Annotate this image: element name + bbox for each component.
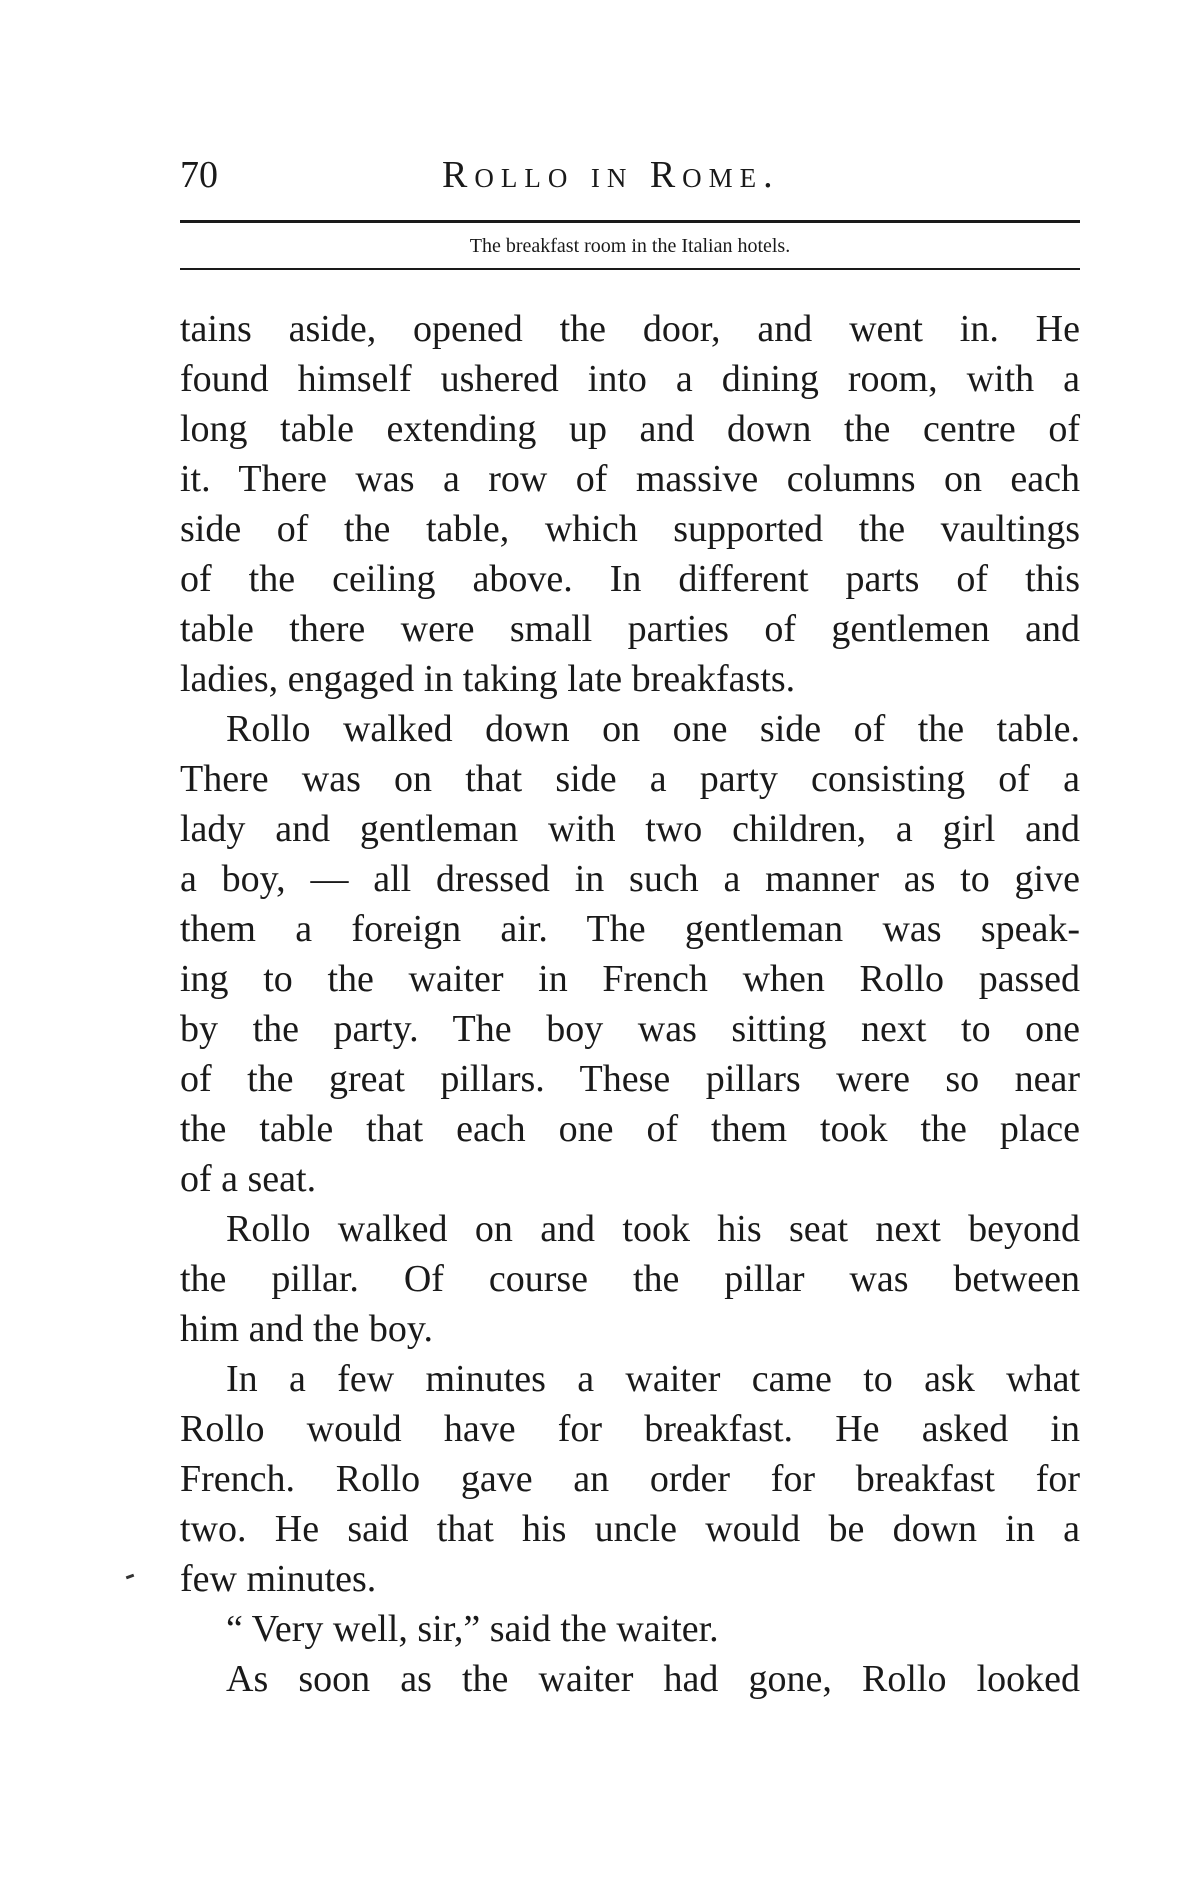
text-line: by the party. The boy was sitting next to one [180,1008,1080,1050]
text-line: In a few minutes a waiter came to ask what [226,1358,1080,1400]
header-rule-bottom [180,268,1080,270]
body-text [180,304,1080,1704]
text-line: Rollo would have for breakfast. He asked in [180,1408,1080,1450]
text-line: lady and gentleman with two children, a girl and [180,808,1080,850]
page-header [180,150,1080,210]
text-line: French. Rollo gave an order for breakfast for [180,1458,1080,1500]
text-line: them a foreign air. The gentleman was speak- [180,908,1080,950]
stray-ink-mark [126,1574,135,1580]
text-line: side of the table, which supported the vaultings [180,508,1080,550]
text-line: table there were small parties of gentlemen and [180,608,1080,650]
text-line: him and the boy. [180,1308,433,1350]
text-line: of the great pillars. These pillars were so near [180,1058,1080,1100]
text-line: long table extending up and down the centre of [180,408,1080,450]
text-line: Rollo walked down on one side of the table. [226,708,1080,750]
text-line: tains aside, opened the door, and went in. He [180,308,1080,350]
text-line: Rollo walked on and took his seat next beyond [226,1208,1080,1250]
text-line: As soon as the waiter had gone, Rollo looked [226,1658,1080,1700]
text-line: a boy, — all dressed in such a manner as to give [180,858,1080,900]
text-line: ladies, engaged in taking late breakfasts. [180,658,796,700]
text-line: two. He said that his uncle would be down in a [180,1508,1080,1550]
text-line: of the ceiling above. In different parts of this [180,558,1080,600]
running-title: Rollo in Rome. [442,154,780,196]
section-subheading: The breakfast room in the Italian hotels. [469,235,791,257]
text-line: of a seat. [180,1158,317,1200]
header-rule-top [180,220,1080,223]
page-number: 70 [180,154,218,196]
text-line: There was on that side a party consisting of a [180,758,1080,800]
text-line: ing to the waiter in French when Rollo passed [180,958,1080,1000]
text-line: the pillar. Of course the pillar was between [180,1258,1080,1300]
text-line: few minutes. [180,1558,377,1600]
text-line: found himself ushered into a dining room, with a [180,358,1080,400]
text-line: it. There was a row of massive columns on each [180,458,1080,500]
text-line: “ Very well, sir,” said the waiter. [226,1608,719,1650]
text-line: the table that each one of them took the place [180,1108,1080,1150]
